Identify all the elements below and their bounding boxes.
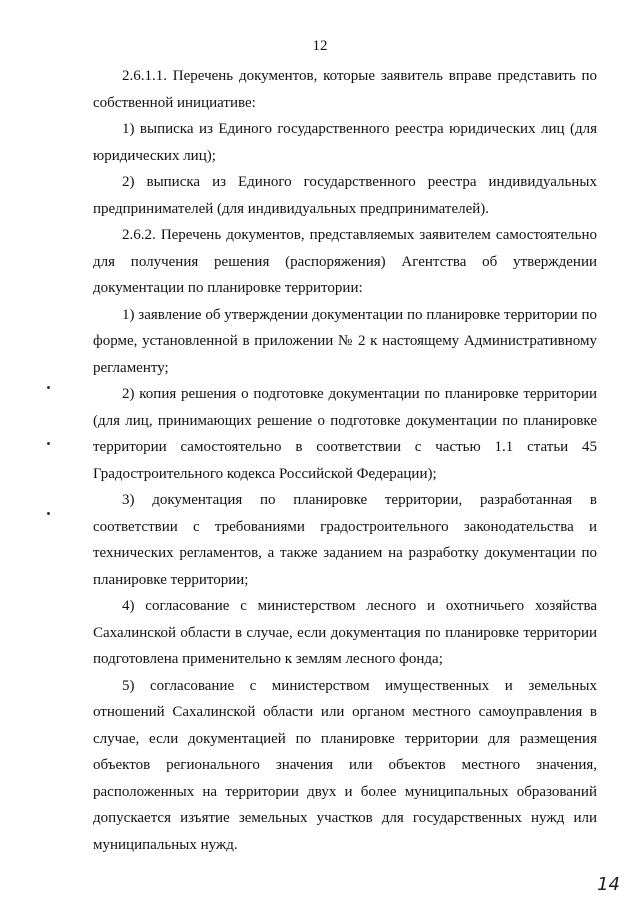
page-number: 12 (312, 38, 328, 54)
document-body (93, 63, 597, 858)
handwritten-page-number: 14 (597, 874, 620, 895)
paragraph-item-3-documentation: 3) документация по планировке территории, разработанная в соответствии с требованиями градостроительного законодательства и технических регламентов, а также заданием на разработку документации по планировке территории; (93, 492, 597, 588)
paragraph-item-2-decision-copy: 2) копия решения о подготовке документации по планировке территории (для лиц, принимающих решение о подготовке документации по планировке территории самостоятельно в соответствии с частью 1.1 статьи 45 Градостроительного кодекса Российской Федерации); (93, 386, 597, 482)
margin-mark (47, 386, 50, 389)
margin-mark (47, 512, 50, 515)
paragraph-2-6-1-1: 2.6.1.1. Перечень документов, которые заявитель вправе представить по собственной инициативе: (93, 68, 597, 111)
paragraph-item-5-property-approval: 5) согласование с министерством имущественных и земельных отношений Сахалинской области или органом местного самоуправления в случае, если документацией по планировке территории для размещения объектов регионального значения или объектов местного значения, расположенных на территории двух и более муниципальных образований допускается изъятие земельных участков для государственных нужд или муниципальных нужд. (93, 677, 597, 853)
margin-mark (47, 442, 50, 445)
paragraph-item-1-legal-entities: 1) выписка из Единого государственного реестра юридических лиц (для юридических лиц); (93, 121, 597, 164)
paragraph-item-4-forestry-approval: 4) согласование с министерством лесного и охотничьего хозяйства Сахалинской области в случае, если документация по планировке территории подготовлена применительно к землям лесного фонда; (93, 598, 597, 667)
paragraph-item-2-entrepreneurs: 2) выписка из Единого государственного реестра индивидуальных предпринимателей (для индивидуальных предпринимателей). (93, 174, 597, 217)
paragraph-2-6-2: 2.6.2. Перечень документов, представляемых заявителем самостоятельно для получения решения (распоряжения) Агентства об утверждении документации по планировке территории: (93, 227, 597, 296)
paragraph-item-1-application: 1) заявление об утверждении документации по планировке территории по форме, установленной в приложении № 2 к настоящему Административному регламенту; (93, 306, 597, 376)
